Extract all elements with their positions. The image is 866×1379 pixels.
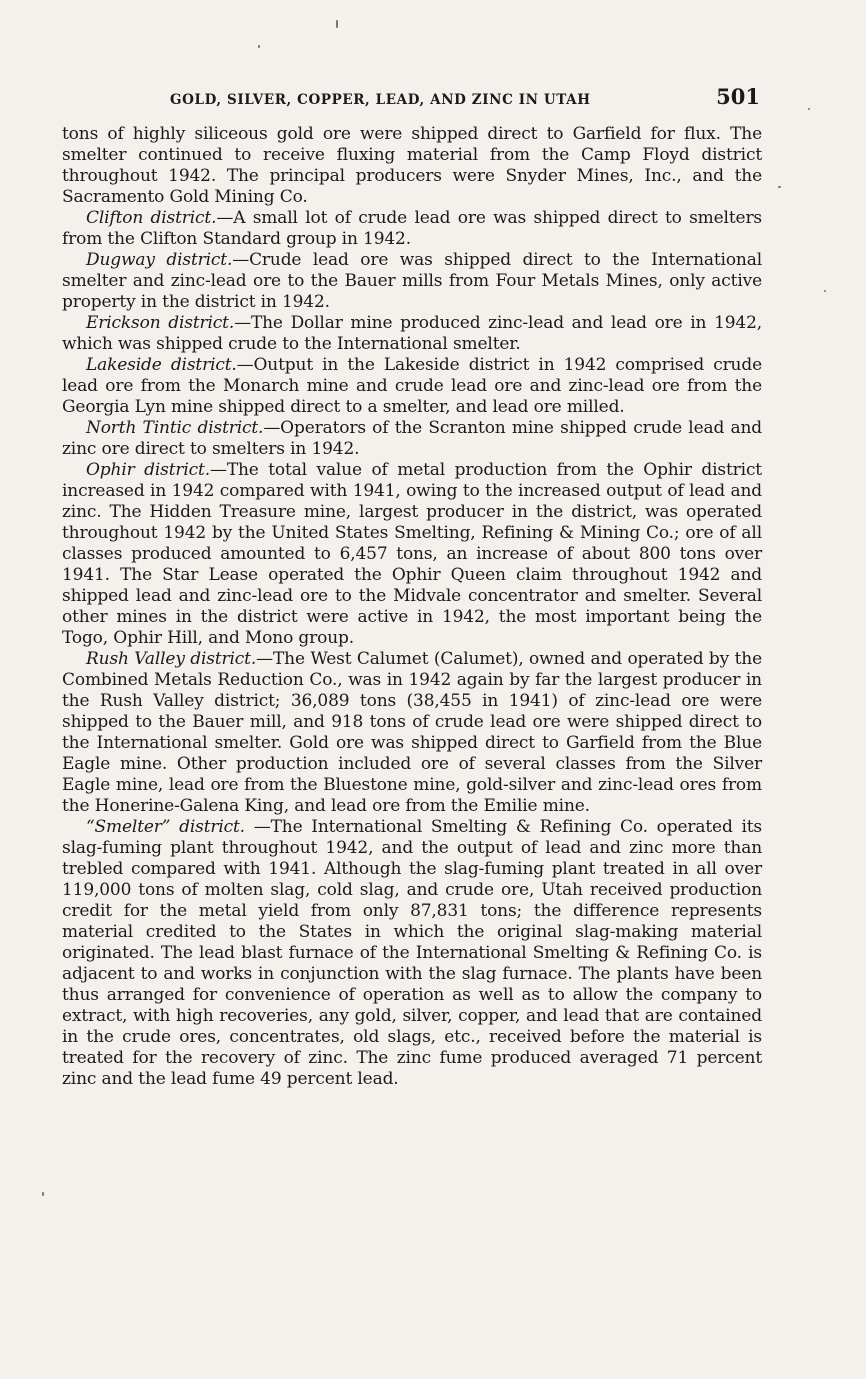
paragraph-text: —The West Calumet (Calumet), owned and operated by the Combined Metals Reduction Co., was in 1942 again by far the largest producer in the Rush Valley district; 36,089 tons (38,455 in 1941) of zinc-lead ore were shipped to the Bauer mill, and 918 tons of crude lead ore were shipped direct to the International smelter. Gold ore was shipped direct to Garfield from the Blue Eagle mine. Other production included ore of several classes from the Silver Eagle mine, lead ore from the Bluestone mine, gold-silver and zinc-lead ores from the Honerine-Galena King, and lead ore from the Emilie mine.	[62, 649, 762, 816]
district-heading: Ophir district.	[86, 460, 210, 480]
district-heading: North Tintic district.	[86, 418, 264, 438]
scan-speck	[824, 290, 826, 292]
body-text	[62, 124, 762, 1090]
paragraph-text: —A small lot of crude lead ore was shipped direct to smelters from the Clifton Standard group in 1942.	[62, 208, 762, 249]
paragraph-text: —Operators of the Scranton mine shipped crude lead and zinc ore direct to smelters in 1942.	[62, 418, 763, 459]
paragraph-smelter-district	[62, 817, 762, 1090]
district-heading: Erickson district.	[86, 313, 235, 333]
paragraph-text: —The total value of metal production from the Ophir district increased in 1942 compared with 1941, owing to the increased output of lead and zinc. The Hidden Treasure mine, largest producer in the district, was operated throughout 1942 by the United States Smelting, Refining & Mining Co.; ore of all classes produced amounted to 6,457 tons, an increase of about 800 tons over 1941. The Star Lease operated the Ophir Queen claim throughout 1942 and shipped lead and zinc-lead ore to the Midvale concentrator and smelter. Several other mines in the district were active in 1942, the most important being the Togo, Ophir Hill, and Mono group.	[62, 460, 762, 648]
district-heading: Rush Valley district.	[86, 649, 257, 669]
district-heading: Lakeside district.	[86, 355, 237, 375]
scan-speck	[336, 20, 338, 28]
paragraph-lakeside-district	[62, 355, 762, 418]
page-number: 501	[716, 84, 760, 109]
paragraph-text: tons of highly siliceous gold ore were shipped direct to Garfield for flux. The smelter continued to receive fluxing material from the Camp Floyd district throughout 1942. The principal producers were Snyder Mines, Inc., and the Sacramento Gold Mining Co.	[62, 124, 762, 207]
district-heading: Dugway district.	[86, 250, 233, 270]
document-page	[62, 82, 762, 1090]
paragraph-camp-floyd-continued	[62, 124, 762, 208]
paragraph-clifton-district	[62, 208, 762, 250]
scan-speck	[258, 45, 260, 48]
paragraph-text: —Output in the Lakeside district in 1942 comprised crude lead ore from the Monarch mine and crude lead ore and zinc-lead ore from the Georgia Lyn mine shipped direct to a smelter, and lead ore milled.	[62, 355, 762, 417]
paragraph-erickson-district	[62, 313, 762, 355]
running-head: GOLD, SILVER, COPPER, LEAD, AND ZINC IN UTAH	[170, 92, 591, 108]
scan-speck	[778, 186, 781, 188]
paragraph-text: —The Dollar mine produced zinc-lead and lead ore in 1942, which was shipped crude to the International smelter.	[62, 313, 763, 354]
paragraph-dugway-district	[62, 250, 762, 313]
district-heading: “Smelter” district.	[86, 817, 245, 837]
paragraph-rush-valley-district	[62, 649, 762, 817]
scan-speck	[808, 108, 810, 110]
scan-speck	[42, 1192, 44, 1196]
paragraph-text: —The International Smelting & Refining Co. operated its slag-fuming plant throughout 1942, and the output of lead and zinc more than trebled compared with 1941. Although the slag-fuming plant treated in all over 119,000 tons of molten slag, cold slag, and crude ore, Utah received production credit for the metal yield from only 87,831 tons; the difference represents material credited to the States in which the original slag-making material originated. The lead blast furnace of the International Smelting & Refining Co. is adjacent to and works in conjunction with the slag furnace. The plants have been thus arranged for convenience of operation as well as to allow the company to extract, with high recoveries, any gold, silver, copper, and lead that are contained in the crude ores, concentrates, old slags, etc., received before the material is treated for the recovery of zinc. The zinc fume produced averaged 71 percent zinc and the lead fume 49 percent lead.	[62, 817, 763, 1089]
district-heading: Clifton district.	[86, 208, 217, 228]
page-header	[62, 82, 762, 116]
paragraph-north-tintic-district	[62, 418, 762, 460]
paragraph-text: —Crude lead ore was shipped direct to the International smelter and zinc-lead ore to the Bauer mills from Four Metals Mines, only active property in the district in 1942.	[62, 250, 763, 312]
paragraph-ophir-district	[62, 460, 762, 649]
